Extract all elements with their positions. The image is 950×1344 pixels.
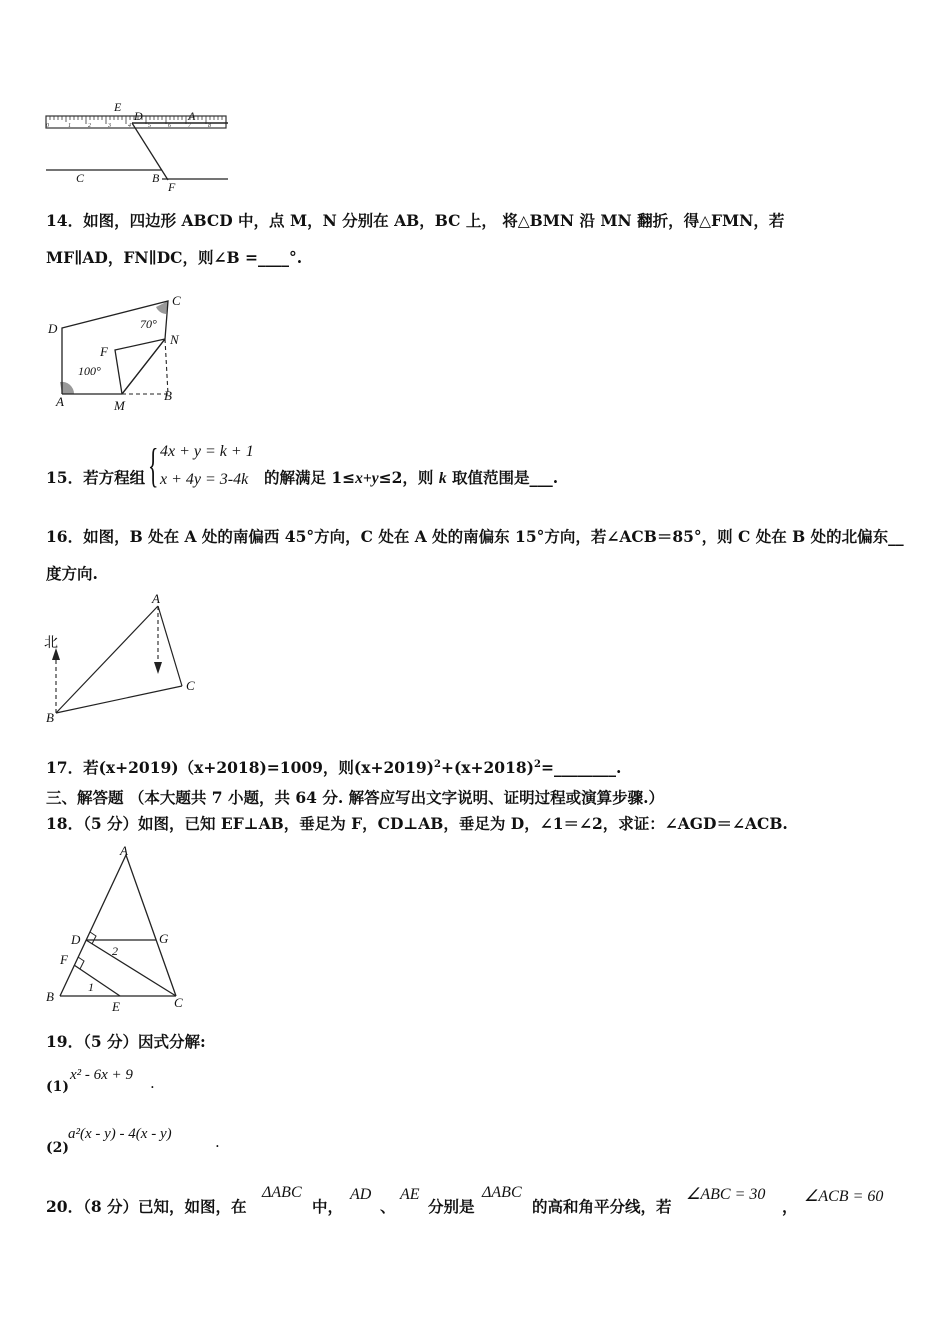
- right-angle-d: [90, 932, 96, 944]
- figure-ruler-parallel-lines: [40, 96, 240, 196]
- section-3-title: 三、解答题 （本大题共 7 小题，共 64 分. 解答应写出文字说明、证明过程或演算步骤.）: [46, 788, 665, 807]
- label-d: D: [48, 321, 58, 336]
- q15-text-c: 取值范围是___.: [446, 468, 559, 487]
- q19-part1-expr: x² - 6x + 9: [70, 1067, 133, 1083]
- angle-label-c: 70°: [140, 317, 157, 331]
- q20-mid3: 的高和角平分线，若: [532, 1197, 672, 1216]
- segment-nb: [165, 339, 168, 394]
- figure-q16-directions: [40, 590, 210, 725]
- q14-line2: MF∥AD，FN∥DC，则∠B =____°.: [46, 248, 303, 267]
- right-angle-f: [78, 957, 84, 969]
- q17-text-c: =________.: [540, 758, 622, 778]
- q15-condition: [264, 467, 558, 490]
- q15-equation-2: x + 4y = 3-4k: [160, 471, 249, 488]
- label-g: G: [159, 931, 169, 946]
- segment-ab: [60, 855, 126, 996]
- ruler-num-4: 4: [128, 123, 131, 129]
- line-df: [132, 123, 168, 180]
- q17-text-b: +(x+2018): [440, 758, 534, 778]
- figure-q18-triangle: [40, 843, 200, 1018]
- segment-ac: [158, 606, 182, 686]
- label-e: E: [114, 100, 122, 114]
- q19-title: 19．（5 分）因式分解:: [46, 1032, 206, 1051]
- ruler-num-1: 1: [68, 123, 71, 129]
- q17-sup1: 2: [433, 759, 441, 770]
- q20-triangle-2: ΔABC: [482, 1184, 522, 1201]
- q19-part2-period: .: [215, 1133, 220, 1151]
- ruler-num-8: 8: [208, 123, 211, 129]
- q17-text-a: 17．若(x+2019)（x+2018)=1009，则(x+2019): [46, 758, 434, 778]
- label-a: A: [120, 843, 128, 858]
- angle-label-2: 2: [112, 944, 118, 958]
- label-c: C: [186, 678, 195, 693]
- q15-var-xy: x+y: [355, 470, 379, 487]
- q16-line1: 16．如图，B 处在 A 处的南偏西 45°方向，C 处在 A 处的南偏东 15°方向，若∠ACB＝85°，则 C 处在 B 处的北偏东__: [46, 527, 904, 546]
- label-e: E: [112, 999, 120, 1014]
- segment-ac: [126, 855, 176, 996]
- q16-line2: 度方向.: [46, 564, 98, 583]
- q20-ad: AD: [350, 1186, 372, 1203]
- q20-ae: AE: [400, 1186, 420, 1203]
- q19-part2-label: (2): [46, 1140, 69, 1156]
- label-c: C: [172, 293, 181, 308]
- ruler-num-2: 2: [88, 123, 91, 129]
- q20-mid2: 分别是: [428, 1197, 475, 1216]
- angle-label-1: 1: [88, 980, 94, 994]
- label-f: F: [168, 180, 176, 194]
- q17-sup2: 2: [533, 759, 541, 770]
- q18-text: 18．（5 分）如图，已知 EF⊥AB，垂足为 F，CD⊥AB，垂足为 D，∠1＝∠2，求证：∠AGD＝∠ACB.: [46, 814, 788, 833]
- label-d: D: [71, 932, 81, 947]
- label-f: F: [100, 344, 108, 359]
- label-m: M: [114, 398, 125, 413]
- label-b: B: [46, 989, 54, 1004]
- label-n: N: [170, 332, 179, 347]
- q20-angle-abc: ∠ABC = 30: [686, 1186, 766, 1203]
- q19-part1-period: .: [150, 1074, 155, 1092]
- q15-text-a: 的解满足 1≤: [264, 468, 356, 487]
- angle-label-a: 100°: [78, 364, 101, 378]
- label-c: C: [76, 171, 85, 185]
- q19-part1-label: (1): [46, 1079, 69, 1095]
- segment-fe: [74, 965, 120, 996]
- q20-angle-acb: ∠ACB = 60: [804, 1188, 884, 1205]
- label-f: F: [60, 952, 68, 967]
- system-brace: {: [148, 439, 159, 492]
- q20-prefix: 20．（8 分）已知，如图，在: [46, 1197, 247, 1216]
- label-north: 北: [44, 635, 58, 651]
- ruler-num-0: 0: [46, 123, 49, 129]
- segment-bc: [56, 686, 182, 713]
- label-c: C: [174, 995, 183, 1010]
- ruler-num-7: 7: [188, 123, 191, 129]
- figure-q14-quadrilateral: [40, 288, 200, 418]
- label-b: B: [46, 710, 54, 725]
- q15-equation-1: 4x + y = k + 1: [160, 443, 254, 460]
- south-arrowhead-icon: [154, 662, 162, 674]
- q17-text: [46, 754, 621, 779]
- q20-triangle-1: ΔABC: [262, 1184, 302, 1201]
- ruler-num-5: 5: [148, 123, 151, 129]
- q14-line1: 14．如图，四边形 ABCD 中，点 M，N 分别在 AB，BC 上， 将△BMN 沿 MN 翻折，得△FMN，若: [46, 211, 785, 230]
- quad-adcn: [62, 301, 168, 394]
- ruler-num-3: 3: [108, 123, 111, 129]
- label-a: A: [152, 591, 160, 606]
- segment-ab: [56, 606, 158, 713]
- triangle-fmn: [115, 339, 165, 394]
- q20-comma: ，: [782, 1197, 798, 1216]
- ruler-num-6: 6: [168, 123, 171, 129]
- q15-prefix: 15．若方程组: [46, 468, 146, 487]
- segment-dc: [86, 940, 176, 996]
- q15-text-b: ≤2，则: [378, 468, 439, 487]
- q20-mid1: 中，: [312, 1197, 344, 1216]
- q15-var-k: k: [438, 470, 447, 487]
- label-d: D: [134, 109, 143, 123]
- q19-part2-expr: a²(x - y) - 4(x - y): [68, 1126, 172, 1142]
- label-b: B: [152, 171, 160, 185]
- q20-sep: 、: [380, 1197, 396, 1216]
- label-a: A: [188, 109, 196, 123]
- label-a: A: [56, 394, 64, 409]
- label-b: B: [164, 388, 172, 403]
